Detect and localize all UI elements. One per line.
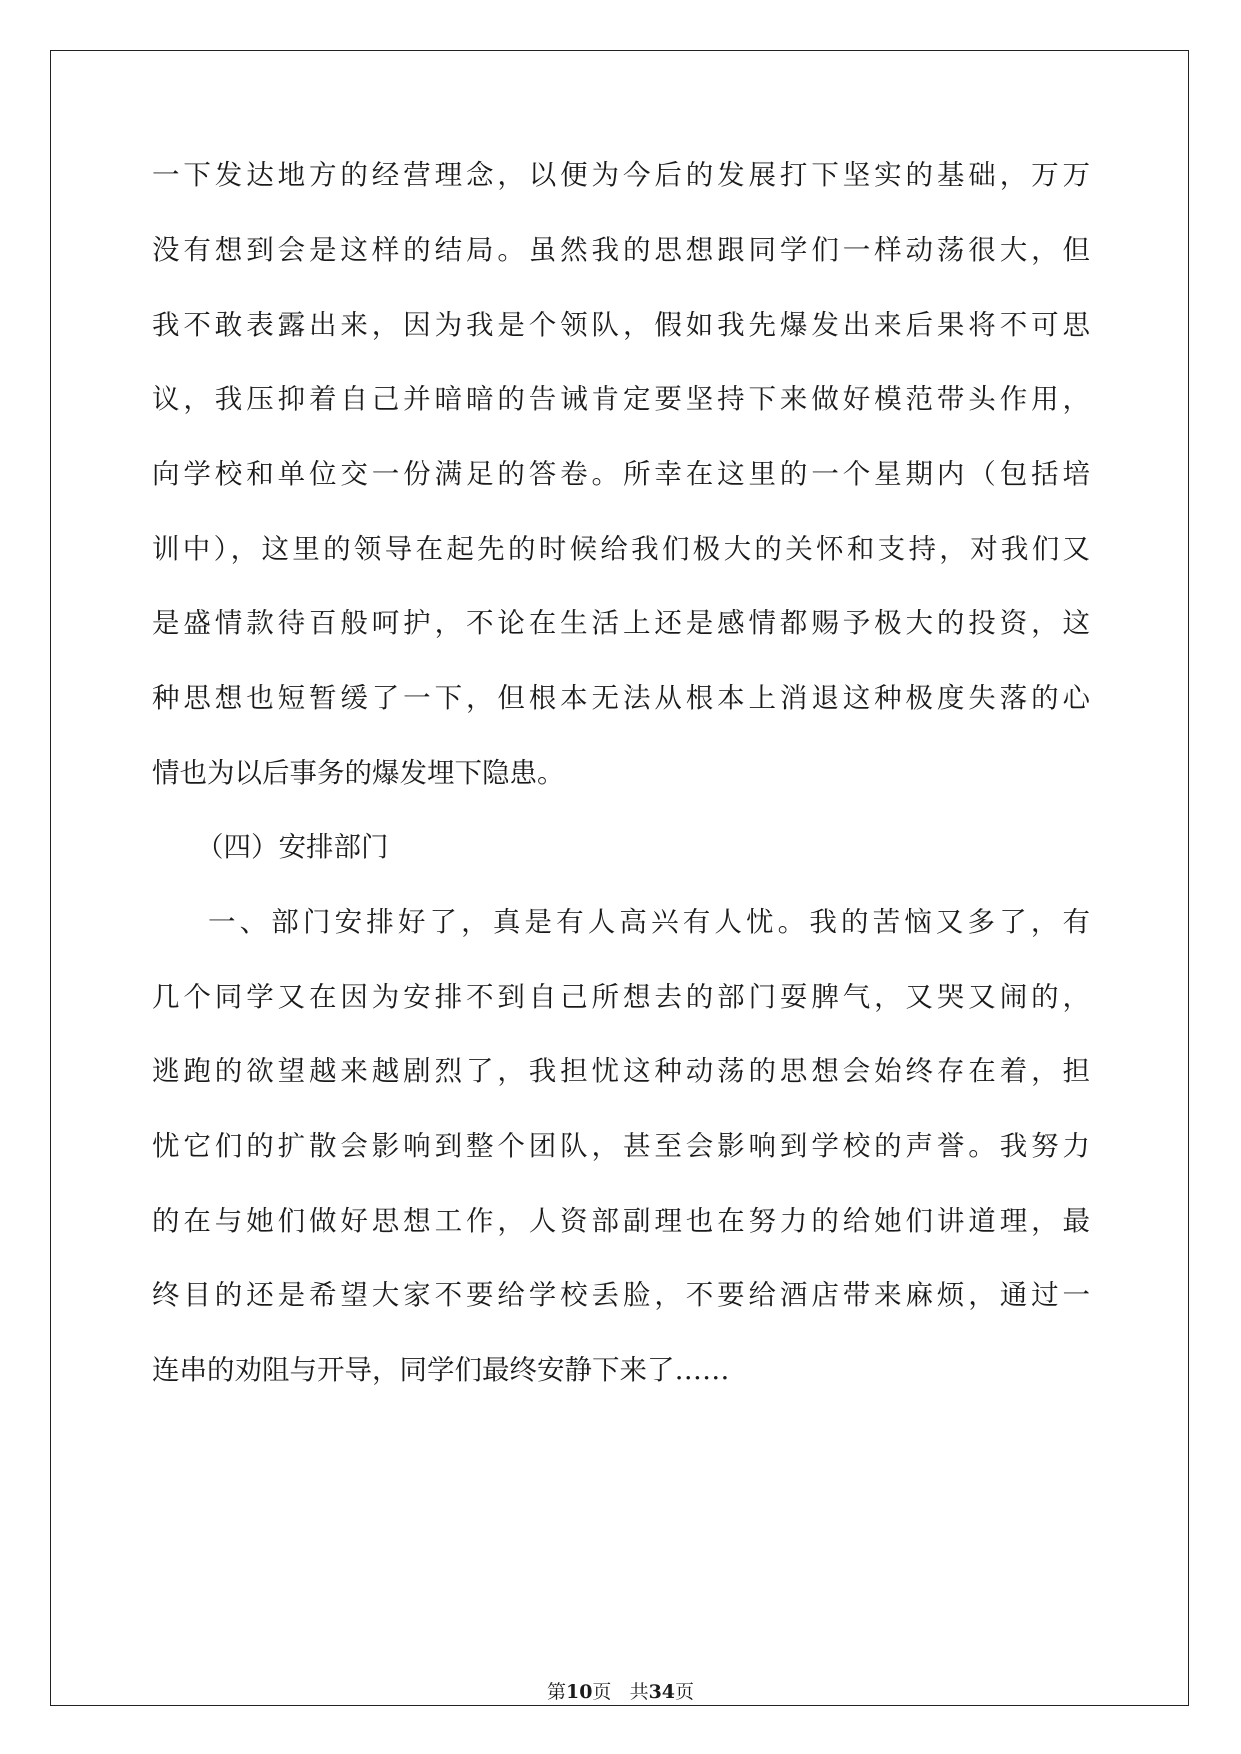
text-line: 逃跑的欲望越来越剧烈了，我担忧这种动荡的思想会始终存在着，担: [152, 1055, 1090, 1087]
text-line: 几个同学又在因为安排不到自己所想去的部门耍脾气，又哭又闹的，: [152, 981, 1090, 1013]
section-heading: （四）安排部门: [196, 831, 389, 863]
text-line: 训中），这里的领导在起先的时候给我们极大的关怀和支持，对我们又: [152, 533, 1090, 565]
footer-page-suffix: 页: [592, 1681, 612, 1703]
text-line: 种思想也短暂缓了一下，但根本无法从根本上消退这种极度失落的心: [152, 682, 1090, 714]
current-page-number: 10: [565, 1681, 593, 1703]
text-line: 一、部门安排好了，真是有人高兴有人忧。我的苦恼又多了，有: [208, 906, 1090, 938]
footer-total-prefix: 共: [629, 1681, 649, 1703]
text-line: 情也为以后事务的爆发埋下隐患。: [152, 757, 565, 789]
footer-total-suffix: 页: [675, 1681, 695, 1703]
text-line: 向学校和单位交一份满足的答卷。所幸在这里的一个星期内（包括培: [152, 458, 1090, 490]
text-line: 没有想到会是这样的结局。虽然我的思想跟同学们一样动荡很大，但: [152, 234, 1090, 266]
footer-prefix: 第: [546, 1681, 566, 1703]
text-line: 是盛情款待百般呵护，不论在生活上还是感情都赐予极大的投资，这: [152, 607, 1090, 639]
text-line: 的在与她们做好思想工作，人资部副理也在努力的给她们讲道理，最: [152, 1205, 1090, 1237]
total-page-count: 34: [648, 1681, 676, 1703]
text-line: 连串的劝阻与开导，同学们最终安静下来了……: [152, 1354, 730, 1386]
text-line: 一下发达地方的经营理念，以便为今后的发展打下坚实的基础，万万: [152, 159, 1090, 191]
text-line: 忧它们的扩散会影响到整个团队，甚至会影响到学校的声誉。我努力: [152, 1130, 1090, 1162]
page-border: [50, 50, 1189, 1706]
text-line: 议，我压抑着自己并暗暗的告诫肯定要坚持下来做好模范带头作用，: [152, 383, 1090, 415]
page-footer: [0, 1680, 1241, 1704]
text-line: 我不敢表露出来，因为我是个领队，假如我先爆发出来后果将不可思: [152, 309, 1090, 341]
text-line: 终目的还是希望大家不要给学校丢脸，不要给酒店带来麻烦，通过一: [152, 1279, 1090, 1311]
